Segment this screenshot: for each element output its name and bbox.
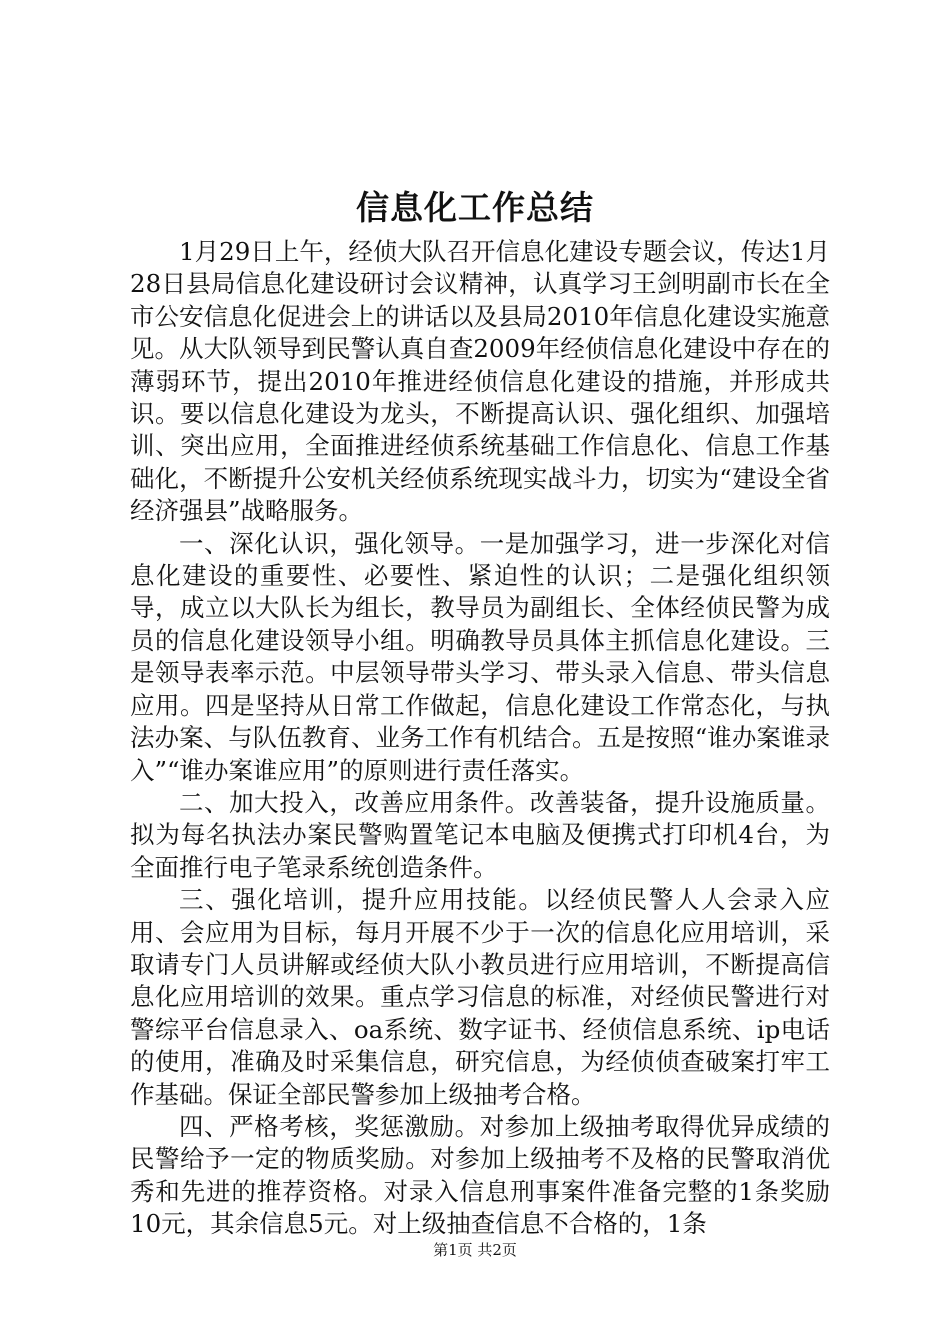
paragraph: 二、加大投入，改善应用条件。改善装备，提升设施质量。拟为每名执法办案民警购置笔记本电脑及便携式打印机4台，为全面推行电子笔录系统创造条件。 (130, 787, 830, 882)
document-title: 信息化工作总结 (356, 188, 594, 227)
paragraph: 四、严格考核，奖惩激励。对参加上级抽考取得优异成绩的民警给予一定的物质奖励。对参加上级抽考不及格的民警取消优秀和先进的推荐资格。对录入信息刑事案件准备完整的1条奖励10元，其余信息5元。对上级抽查信息不合格的，1条 (130, 1111, 830, 1239)
document-body (130, 236, 830, 1241)
paragraph: 1月29日上午，经侦大队召开信息化建设专题会议，传达1月28日县局信息化建设研讨会议精神，认真学习王剑明副市长在全市公安信息化促进会上的讲话以及县局2010年信息化建设实施意见。从大队领导到民警认真自查2009年经侦信息化建设中存在的薄弱环节，提出2010年推进经侦信息化建设的措施，并形成共识。要以信息化建设为龙头，不断提高认识、强化组织、加强培训、突出应用，全面推进经侦系统基础工作信息化、信息工作基础化，不断提升公安机关经侦系统现实战斗力，切实为“建设全省经济强县”战略服务。 (130, 237, 830, 526)
page-footer: 第1页 共2页 (433, 1241, 517, 1259)
paragraph: 一、深化认识，强化领导。一是加强学习，进一步深化对信息化建设的重要性、必要性、紧迫性的认识；二是强化组织领导，成立以大队长为组长，教导员为副组长、全体经侦民警为成员的信息化建设领导小组。明确教导员具体主抓信息化建设。三是领导表率示范。中层领导带头学习、带头录入信息、带头信息应用。四是坚持从日常工作做起，信息化建设工作常态化，与执法办案、与队伍教育、业务工作有机结合。五是按照“谁办案谁录入”“谁办案谁应用”的原则进行责任落实。 (130, 528, 830, 785)
paragraph: 三、强化培训，提升应用技能。以经侦民警人人会录入应用、会应用为目标，每月开展不少于一次的信息化应用培训，采取请专门人员讲解或经侦大队小教员进行应用培训，不断提高信息化应用培训的效果。重点学习信息的标准，对经侦民警进行对警综平台信息录入、oa系统、数字证书、经侦信息系统、ip电话的使用，准确及时采集信息，研究信息，为经侦侦查破案打牢工作基础。保证全部民警参加上级抽考合格。 (130, 885, 830, 1109)
